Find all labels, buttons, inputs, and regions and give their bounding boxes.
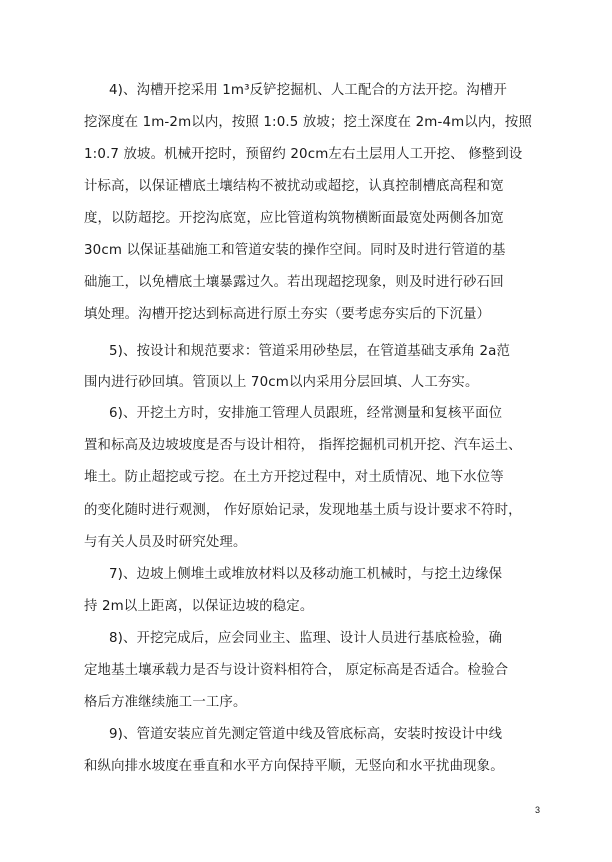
- paragraph-4-line-4: 计标高，以保证槽底土壤结构不被扰动或超挖，认真控制槽底高程和宽: [84, 179, 504, 194]
- paragraph-8-line-1: 8)、开挖完成后，应会同业主、监理、设计人员进行基底检验，确: [109, 631, 503, 646]
- paragraph-7-line-1: 7)、边坡上侧堆土或堆放材料以及移动施工机械时，与挖土边缘保: [109, 567, 503, 582]
- paragraph-9-line-2: 和纵向排水坡度在垂直和水平方向保持平顺，无竖向和水平扰曲现象。: [84, 759, 504, 774]
- paragraph-6-line-1: 6)、开挖土方时，安排施工管理人员跟班，经常测量和复核平面位: [109, 406, 503, 421]
- paragraph-4-line-6: 30cm 以保证基础施工和管道安装的操作空间。同时及时进行管道的基: [84, 243, 506, 258]
- paragraph-8-line-3: 格后方准继续施工一工序。: [84, 695, 247, 710]
- paragraph-4-line-8: 填处理。沟槽开挖达到标高进行原土夯实（要考虑夯实后的下沉量）: [84, 307, 491, 322]
- paragraph-6-line-3: 堆土。防止超挖或亏挖。在土方开挖过程中，对土质情况、地下水位等: [84, 470, 504, 485]
- paragraph-4-line-3: 1:0.7 放坡。机械开挖时，预留约 20cm左右土层用人工开挖、 修整到设: [84, 147, 523, 162]
- paragraph-6-line-2: 置和标高及边坡坡度是否与设计相符， 指挥挖掘机司机开挖、汽车运土、: [84, 438, 522, 453]
- page-number: 3: [535, 805, 541, 815]
- paragraph-7-line-2: 持 2m以上距离，以保证边坡的稳定。: [84, 599, 314, 614]
- paragraph-4-line-5: 度，以防超挖。开挖沟底宽，应比管道构筑物横断面最宽处两侧各加宽: [84, 211, 504, 226]
- paragraph-6-line-5: 与有关人员及时研究处理。: [84, 535, 247, 550]
- paragraph-4-line-7: 础施工，以免槽底土壤暴露过久。若出现超挖现象，则及时进行砂石回: [84, 275, 504, 290]
- paragraph-4-line-2: 挖深度在 1m-2m以内，按照 1:0.5 放坡；挖土深度在 2m-4m以内，按照: [84, 115, 533, 130]
- paragraph-6-line-4: 的变化随时进行观测， 作好原始记录，发现地基土质与设计要求不符时，: [84, 503, 522, 518]
- paragraph-5-line-1: 5)、按设计和规范要求：管道采用砂垫层，在管道基础支承角 2a范: [109, 344, 511, 359]
- paragraph-8-line-2: 定地基土壤承载力是否与设计资料相符合， 原定标高是否适合。检验合: [84, 663, 509, 678]
- paragraph-5-line-2: 围内进行砂回填。管顶以上 70cm以内采用分层回填、人工夯实。: [84, 375, 479, 390]
- paragraph-4-line-1: 4)、沟槽开挖采用 1m³反铲挖掘机、人工配合的方法开挖。沟槽开: [109, 83, 507, 98]
- paragraph-9-line-1: 9)、管道安装应首先测定管道中线及管底标高，安装时按设计中线: [109, 727, 503, 742]
